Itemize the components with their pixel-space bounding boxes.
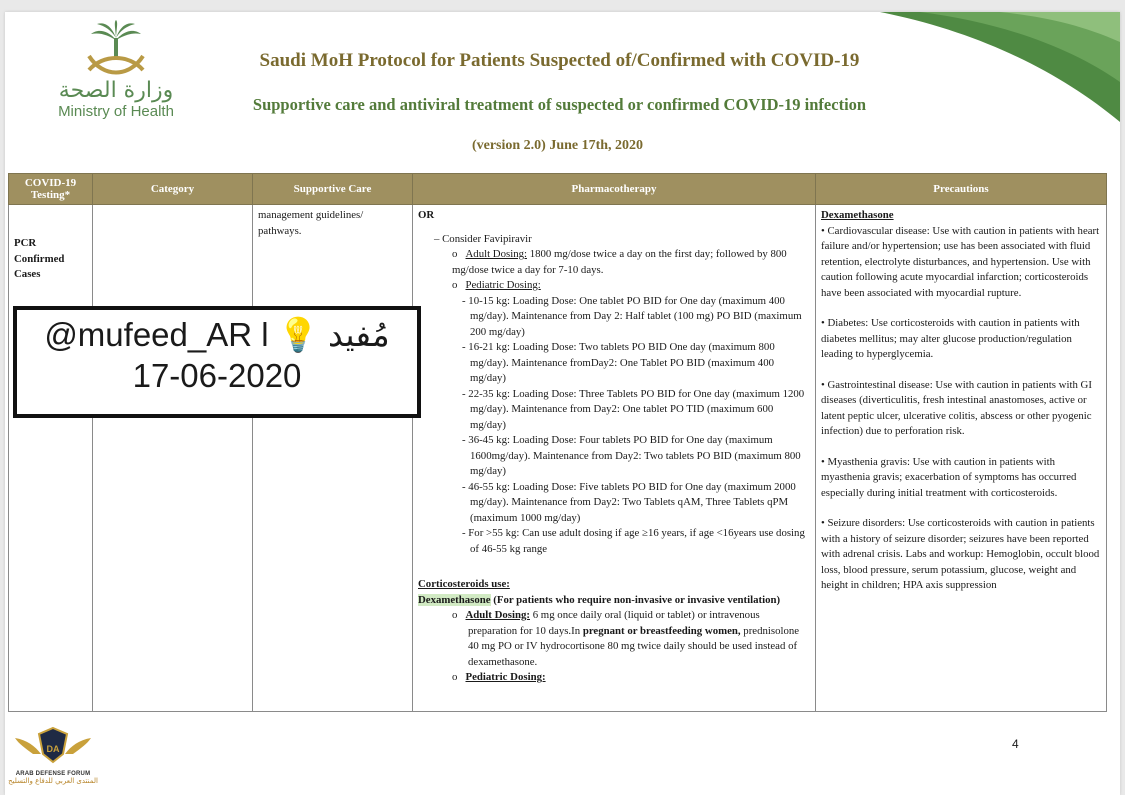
- protocol-table: [8, 173, 1107, 712]
- header-category: Category: [93, 174, 253, 205]
- eagle-emblem-icon: [13, 724, 93, 766]
- pediatric-dose-item: - 46-55 kg: Loading Dose: Five tablets PO BID for One day (maximum 2000 mg/day). Maintenance from Day2: Two Tablets qAM, Three Tablets qPM (maximum 1000 mg/day): [462, 480, 796, 524]
- pediatric-dose-item: - 22-35 kg: Loading Dose: Three Tablets PO BID for One day (maximum 1200 mg/day). Maintenance from Day2: One tablet PO TID (maximum 600 mg/day): [462, 387, 805, 431]
- table-header-row: [9, 174, 1107, 205]
- cell-testing: [9, 205, 93, 712]
- forum-name: ARAB DEFENSE FORUM: [15, 771, 91, 777]
- document-title: Saudi MoH Protocol for Patients Suspected of/Confirmed with COVID-19: [259, 50, 860, 71]
- pediatric-dosing-dexa-label: Pediatric Dosing:: [465, 671, 546, 683]
- forum-arabic: المنتدى العربي للدفاع والتسليح: [8, 777, 98, 785]
- forum-mark: DA: [46, 744, 60, 754]
- precautions-heading: Dexamethasone: [821, 209, 894, 221]
- adult-dosing-text: 1800 mg/dose twice a day on the first day; followed by 800 mg/dose twice a day for 7-10 days.: [452, 248, 787, 276]
- cell-supportive: [253, 205, 413, 712]
- favipiravir-item: – Consider Favipiravir: [434, 232, 532, 245]
- logo-arabic-text: وزارة الصحة: [58, 78, 174, 103]
- header-testing: COVID-19 Testing*: [9, 174, 93, 205]
- pediatric-dose-item: - 36-45 kg: Loading Dose: Four tablets PO BID for One day (maximum 1600mg/day). Maintenance from Day2: Two tablets PO BID (maximum 800 mg/day): [462, 434, 801, 477]
- precaution-item: • Cardiovascular disease: Use with caution in patients with heart failure and/or hypertension; use has been associated with fluid retention, electrolyte disturbances, and hypertension. Use with caution following acute myocardial infarction; corticosteroids have been associated with myocardial rupture.: [821, 224, 1100, 299]
- dexamethasone-note: (For patients who require non-invasive or invasive ventilation): [490, 593, 781, 606]
- pediatric-dose-item: - For >55 kg: Can use adult dosing if age ≥16 years, if age <16years use dosing of 46-55 kg range: [462, 527, 805, 555]
- pediatric-dosing-item: o Pediatric Dosing:: [452, 279, 541, 291]
- logo-english-text: Ministry of Health: [58, 103, 174, 120]
- cell-pharmacotherapy: [413, 205, 816, 712]
- testing-text: PCR Confirmed Cases: [14, 237, 65, 280]
- pediatric-dose-item: - 16-21 kg: Loading Dose: Two tablets PO BID One day (maximum 800 mg/day). Maintenance fromDay2: One Tablet PO BID (maximum 400 mg/day): [462, 341, 775, 384]
- cell-precautions: [816, 205, 1107, 712]
- corticosteroids-label: Corticosteroids use:: [418, 578, 510, 590]
- adult-dosing-label: Adult Dosing:: [465, 248, 527, 260]
- table-row: [9, 205, 1107, 712]
- page-number: 4: [1012, 737, 1019, 751]
- header-precautions: Precautions: [816, 174, 1107, 205]
- adult-dosing-item: o Adult Dosing: 1800 mg/dose twice a day on the first day; followed by 800 mg/dose twice a day for 7-10 days.: [452, 248, 787, 276]
- watermark-date: 17-06-2020: [132, 357, 302, 394]
- precaution-item: • Myasthenia gravis: Use with caution in patients with myasthenia gravis; exacerbation of symptoms has occurred especially during initial treatment with corticosteroids.: [821, 455, 1077, 499]
- watermark-box: [13, 306, 421, 418]
- pediatric-dosing-label: Pediatric Dosing:: [465, 279, 541, 291]
- precaution-item: • Gastrointestinal disease: Use with caution in patients with GI diseases (diverticulitis, fresh intestinal anastomoses, active or latent peptic ulcer, ulcerative colitis, abscess or other pyogenic infection) due to perforation risk.: [821, 378, 1092, 437]
- document-version: (version 2.0) June 17th, 2020: [471, 138, 644, 153]
- forum-logo: [8, 724, 98, 794]
- adult-dosing-dexa-item: o Adult Dosing: 6 mg once daily oral (liquid or tablet) or intravenous preparation for 10 days.In pregnant or breastfeeding women, prednisolone 40 mg PO or IV hydrocortisone 80 mg twice daily should be used instead of dexamethasone.: [452, 609, 800, 668]
- pediatric-dosing-dexa-item: o Pediatric Dosing:: [452, 671, 546, 683]
- header-supportive-care: Supportive Care: [253, 174, 413, 205]
- dexamethasone-label: Dexamethasone: [418, 593, 491, 606]
- adult-dosing-dexa-text2: prednisolone 40 mg PO or IV hydrocortisone 80 mg twice daily should be used instead of dexamethasone.: [468, 624, 800, 668]
- adult-dosing-dexa-bold: pregnant or breastfeeding women,: [582, 624, 741, 637]
- pediatric-dose-item: - 10-15 kg: Loading Dose: One tablet PO BID for One day (maximum 400 mg/day). Maintenance from Day 2: Half tablet (100 mg) PO BID (maximum 200 mg/day): [462, 294, 802, 338]
- dexamethasone-line: [418, 593, 810, 609]
- header-pharmacotherapy: Pharmacotherapy: [413, 174, 816, 205]
- or-text: OR: [418, 209, 435, 221]
- precaution-item: • Diabetes: Use corticosteroids with caution in patients with diabetes mellitus; may alter glucose production/regulation leading to hyperglycemia.: [821, 317, 1080, 360]
- watermark-handle: @mufeed_AR l 💡 مُفيد: [44, 316, 390, 353]
- adult-dosing-dexa-label: Adult Dosing:: [465, 609, 530, 621]
- supportive-text: management guidelines/ pathways.: [258, 209, 364, 237]
- cell-category: [93, 205, 253, 712]
- adult-dosing-dexa-text1: 6 mg once daily oral (liquid or tablet) or intravenous preparation for 10 days.In: [468, 609, 760, 637]
- document-subtitle: Supportive care and antiviral treatment of suspected or confirmed COVID-19 infection: [252, 95, 867, 114]
- precaution-item: • Seizure disorders: Use corticosteroids with caution in patients with a history of seizure disorder; seizures have been reported with adrenal crisis. Labs and workup: Hemoglobin, occult blood loss, blood pressure, serum potassium, glucose, weight and height in children; HPA axis suppression: [821, 517, 1100, 591]
